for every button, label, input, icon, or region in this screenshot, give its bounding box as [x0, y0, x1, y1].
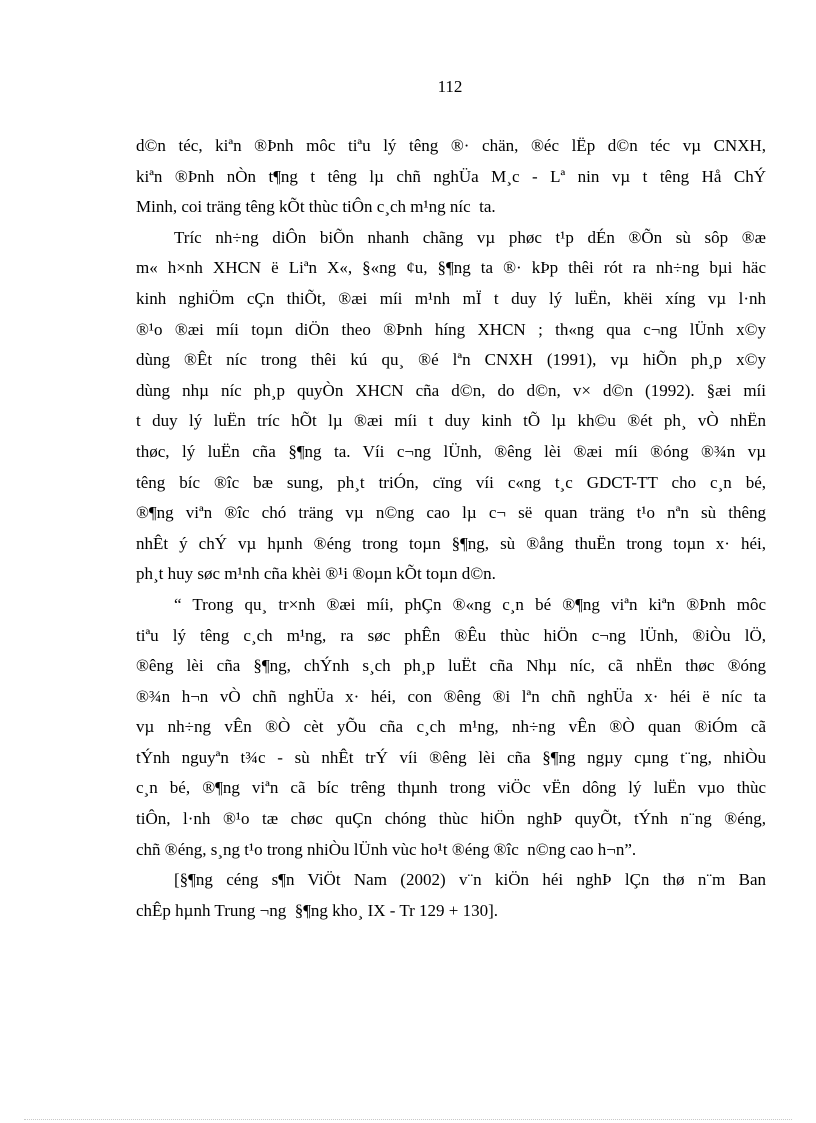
text-line: chñ ®éng, s¸ng t¹o trong nhiÒu lÜnh vùc ho¹t ®éng ®îc n©ng cao h¬n”. [136, 839, 637, 859]
body-text [136, 131, 766, 926]
text-line: tiªu lý têng c¸ch m¹ng, ra søc phÊn ®Êu thùc hiÖn c¬ng lÜnh, ®iÒu lÖ, [136, 625, 766, 645]
text-line: nhÊt ý chÝ vµ hµnh ®éng trong toµn §¶ng, sù ®ång thuËn trong toµn x· héi, [136, 533, 766, 553]
text-line: dùng nhµ níc ph¸p quyÒn XHCN cña d©n, do d©n, v× d©n (1992). §æi míi [136, 380, 766, 400]
text-line: kiªn ®Þnh nÒn t¶ng t têng lµ chñ nghÜa M¸c - Lª nin vµ t têng Hå ChÝ [136, 166, 766, 186]
text-line: t duy lý luËn tríc hÕt lµ ®æi míi t duy kinh tÕ lµ kh©u ®ét ph¸ vÒ nhËn [136, 411, 766, 431]
text-line: ®êng lèi cña §¶ng, chÝnh s¸ch ph¸p luËt cña Nhµ níc, cã nhËn thøc ®óng [136, 656, 766, 676]
text-line: vµ nh÷ng vÊn ®Ò cèt yÕu cña c¸ch m¹ng, nh÷ng vÊn ®Ò quan ®iÓm cã [136, 717, 766, 737]
text-line: ph¸t huy søc m¹nh cña khèi ®¹i ®oµn kÕt toµn d©n. [136, 564, 496, 584]
page-number: 112 [437, 77, 463, 96]
text-line: Minh, coi träng têng kÕt thùc tiÔn c¸ch m¹ng níc ta. [136, 197, 496, 217]
text-line: tÝnh nguyªn t¾c - sù nhÊt trÝ víi ®êng lèi cña §¶ng ngµy cµng t¨ng, nhiÒu [136, 747, 766, 767]
text-line: tiÔn, l·nh ®¹o tæ chøc quÇn chóng thùc hiÖn nghÞ quyÕt, tÝnh n¨ng ®éng, [136, 809, 766, 829]
citation-line: chÊp hµnh Trung ¬ng §¶ng kho¸ IX - Tr 129 + 130]. [136, 900, 499, 920]
text-line: dùng ®Êt níc trong thêi kú qu¸ ®é lªn CNXH (1991), vµ hiÕn ph¸p x©y [136, 350, 766, 370]
text-line: ®¶ng viªn ®îc chó träng vµ n©ng cao lµ c¬ së quan träng t¹o nªn sù thêng [136, 503, 766, 523]
text-line: têng bíc ®îc bæ sung, ph¸t triÓn, cïng víi c«ng t¸c GDCT-TT cho c¸n bé, [136, 472, 766, 492]
text-line: d©n téc, kiªn ®Þnh môc tiªu lý têng ®· chän, ®éc lËp d©n téc vµ CNXH, [136, 136, 766, 155]
text-line: Tríc nh÷ng diÔn biÕn nhanh chãng vµ phøc t¹p dÉn ®Õn sù sôp ®æ [174, 227, 766, 247]
text-line: “ Trong qu¸ tr×nh ®æi míi, phÇn ®«ng c¸n bé ®¶ng viªn kiªn ®Þnh môc [174, 594, 766, 614]
page-bottom-divider [24, 1119, 792, 1120]
text-line: ®¹o ®æi míi toµn diÖn theo ®Þnh híng XHCN ; th«ng qua c¬ng lÜnh x©y [136, 319, 766, 339]
text-line: ®¾n h¬n vÒ chñ nghÜa x· héi, con ®êng ®i lªn chñ nghÜa x· héi ë níc ta [136, 686, 766, 706]
text-line: thøc, lý luËn cña §¶ng ta. Víi c¬ng lÜnh, ®êng lèi ®æi míi ®óng ®¾n vµ [136, 441, 766, 461]
citation-line: [§¶ng céng s¶n ViÖt Nam (2002) v¨n kiÖn héi nghÞ lÇn thø n¨m Ban [174, 870, 766, 890]
text-line: kinh nghiÖm cÇn thiÕt, ®æi míi m¹nh mÏ t duy lý luËn, khëi xíng vµ l·nh [136, 288, 766, 308]
text-line: c¸n bé, ®¶ng viªn cã bíc trêng thµnh trong viÖc vËn dông lý luËn vµo thùc [136, 778, 766, 798]
text-line: m« h×nh XHCN ë Liªn X«, §«ng ¢u, §¶ng ta ®· kÞp thêi rót ra nh÷ng bµi häc [136, 258, 766, 278]
